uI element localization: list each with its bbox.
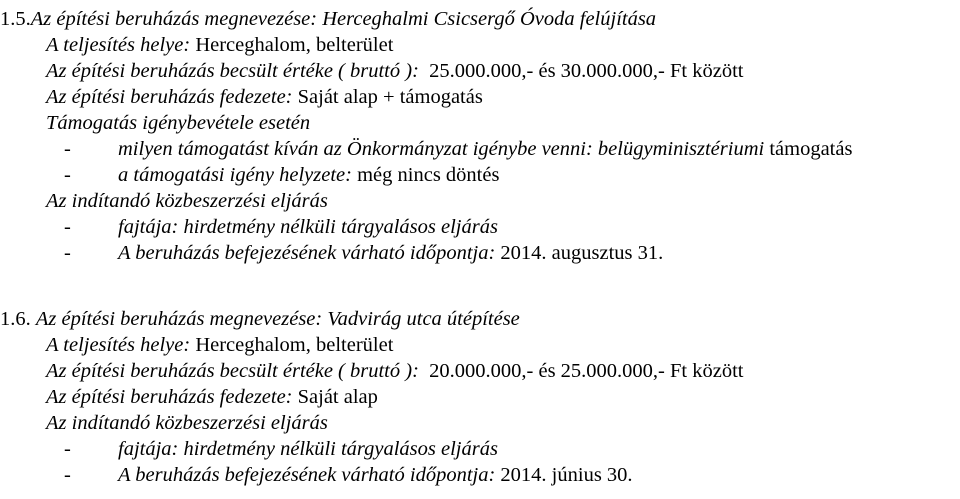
value-value: 20.000.000,- és 25.000.000,- Ft között [429,360,744,382]
procedure-type-row [64,214,498,240]
completion-value: 2014. június 30. [500,464,633,486]
dash-bullet: - [64,242,71,264]
support-status-value: még nincs döntés [357,164,500,186]
support-status-row [64,162,499,188]
funding-row [46,384,378,410]
investment-name: Az építési beruházás megnevezése: Vadvirág utca útépítése [35,308,520,330]
place-label: A teljesítés helye: [46,34,191,56]
support-heading-text: Támogatás igénybevétele esetén [46,112,311,134]
section-1-6-title [0,306,520,332]
dash-bullet: - [64,164,71,186]
completion-value: 2014. augusztus 31. [500,242,664,264]
completion-row [64,462,633,488]
value-row [46,58,743,84]
section-number: 1.6. [0,308,31,330]
funding-label: Az építési beruházás fedezete: [46,86,293,108]
dash-bullet: - [64,216,71,238]
funding-label: Az építési beruházás fedezete: [46,386,293,408]
support-kind-label: milyen támogatást kíván az Önkormányzat igénybe venni: belügyminisztériumi [118,138,765,160]
funding-value: Saját alap [297,386,378,408]
funding-value: Saját alap + támogatás [297,86,483,108]
completion-row [64,240,663,266]
support-heading [46,110,310,136]
support-kind-value: támogatás [769,138,853,160]
procedure-type: fajtája: hirdetmény nélküli tárgyalásos eljárás [118,438,498,460]
section-number: 1.5. [0,8,31,30]
funding-row [46,84,483,110]
completion-label: A beruházás befejezésének várható időpontja: [118,464,496,486]
place-value: Herceghalom, belterület [195,34,394,56]
dash-bullet: - [64,464,71,486]
investment-name: Az építési beruházás megnevezése: Herceghalmi Csicsergő Óvoda felújítása [30,8,657,30]
dash-bullet: - [64,438,71,460]
section-1-5-title [0,6,656,32]
value-value: 25.000.000,- és 30.000.000,- Ft között [429,60,744,82]
value-row [46,358,743,384]
procedure-heading-text: Az indítandó közbeszerzési eljárás [46,190,328,212]
procedure-heading [46,188,328,214]
completion-label: A beruházás befejezésének várható időpontja: [118,242,496,264]
place-row [46,32,393,58]
procedure-heading-text: Az indítandó közbeszerzési eljárás [46,412,328,434]
place-label: A teljesítés helye: [46,334,191,356]
place-value: Herceghalom, belterület [195,334,394,356]
support-status-label: a támogatási igény helyzete: [118,164,352,186]
value-label: Az építési beruházás becsült értéke ( bruttó ): [46,60,419,82]
place-row [46,332,393,358]
dash-bullet: - [64,138,71,160]
procedure-type: fajtája: hirdetmény nélküli tárgyalásos eljárás [118,216,498,238]
value-label: Az építési beruházás becsült értéke ( bruttó ): [46,360,419,382]
procedure-type-row [64,436,498,462]
procedure-heading [46,410,328,436]
support-kind-row [64,136,852,162]
